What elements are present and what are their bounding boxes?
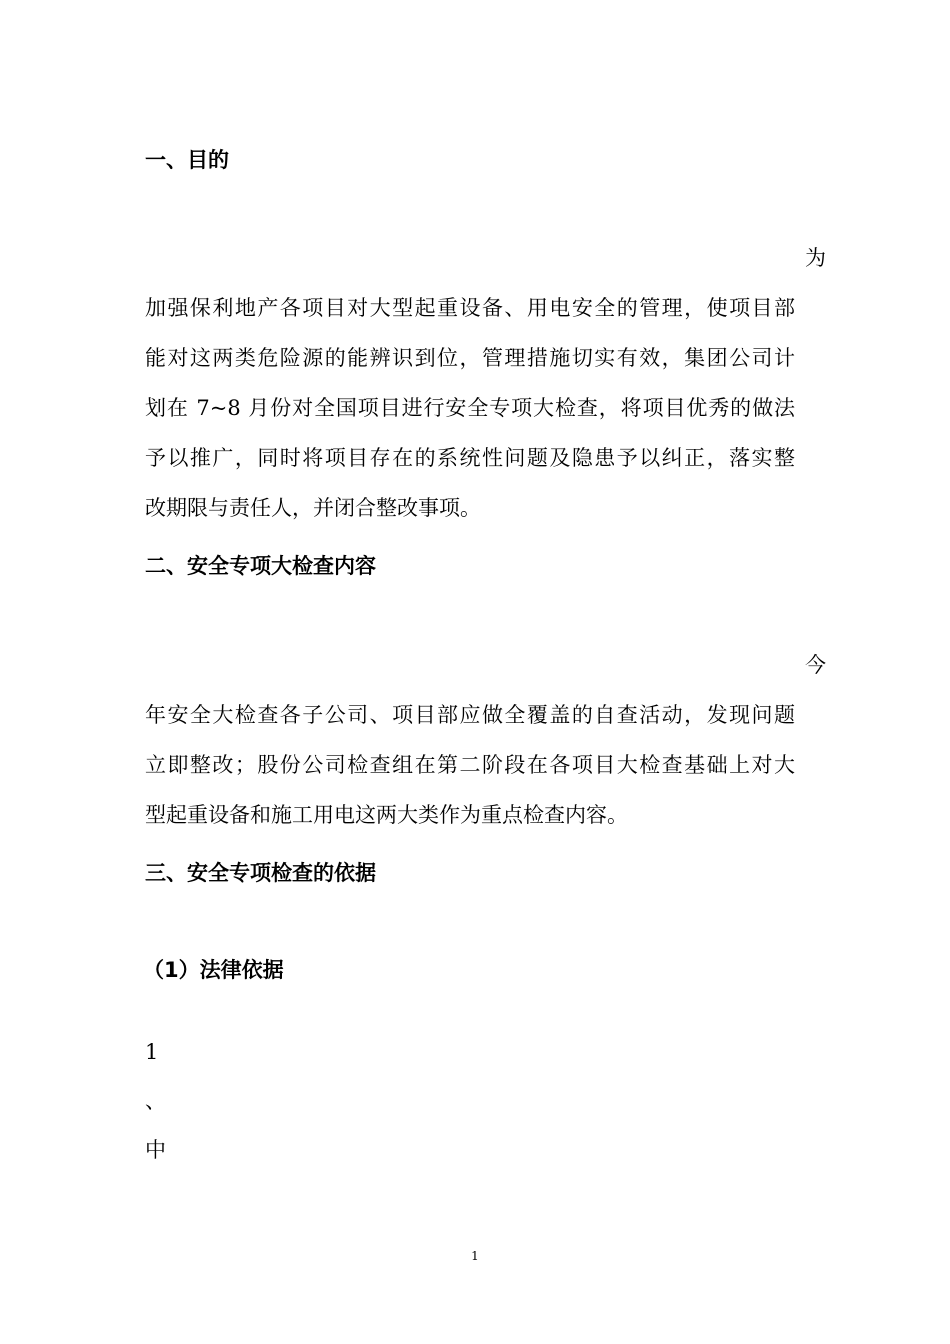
section-heading-inspection-content: 二、安全专项大检查内容 <box>145 554 376 578</box>
list-item-text: 中 <box>145 1138 166 1162</box>
list-item-number: 1 <box>145 1040 159 1064</box>
purpose-paragraph <box>145 283 795 533</box>
paragraph-line: 予以推广，同时将项目存在的系统性问题及隐患予以纠正，落实整 <box>145 446 795 470</box>
paragraph-line: 加强保利地产各项目对大型起重设备、用电安全的管理，使项目部 <box>145 296 795 320</box>
paragraph-lead-char: 为 <box>805 246 826 270</box>
paragraph-line: 型起重设备和施工用电这两大类作为重点检查内容。 <box>145 803 628 827</box>
paragraph-line: 划在 7~8 月份对全国项目进行安全专项大检查，将项目优秀的做法 <box>145 396 795 420</box>
subheading-legal-basis: （1）法律依据 <box>143 958 284 982</box>
paragraph-lead-char: 今 <box>805 653 826 677</box>
paragraph-line: 年安全大检查各子公司、项目部应做全覆盖的自查活动，发现问题 <box>145 703 795 727</box>
inspection-content-paragraph <box>145 690 795 840</box>
section-heading-inspection-basis: 三、安全专项检查的依据 <box>145 861 376 885</box>
paragraph-line: 能对这两类危险源的能辨识到位，管理措施切实有效，集团公司计 <box>145 346 795 370</box>
section-heading-purpose: 一、目的 <box>145 148 229 172</box>
list-item-separator: 、 <box>145 1089 166 1113</box>
paragraph-line: 立即整改；股份公司检查组在第二阶段在各项目大检查基础上对大 <box>145 753 795 777</box>
page-number: 1 <box>471 1249 479 1263</box>
paragraph-line: 改期限与责任人，并闭合整改事项。 <box>145 496 481 520</box>
